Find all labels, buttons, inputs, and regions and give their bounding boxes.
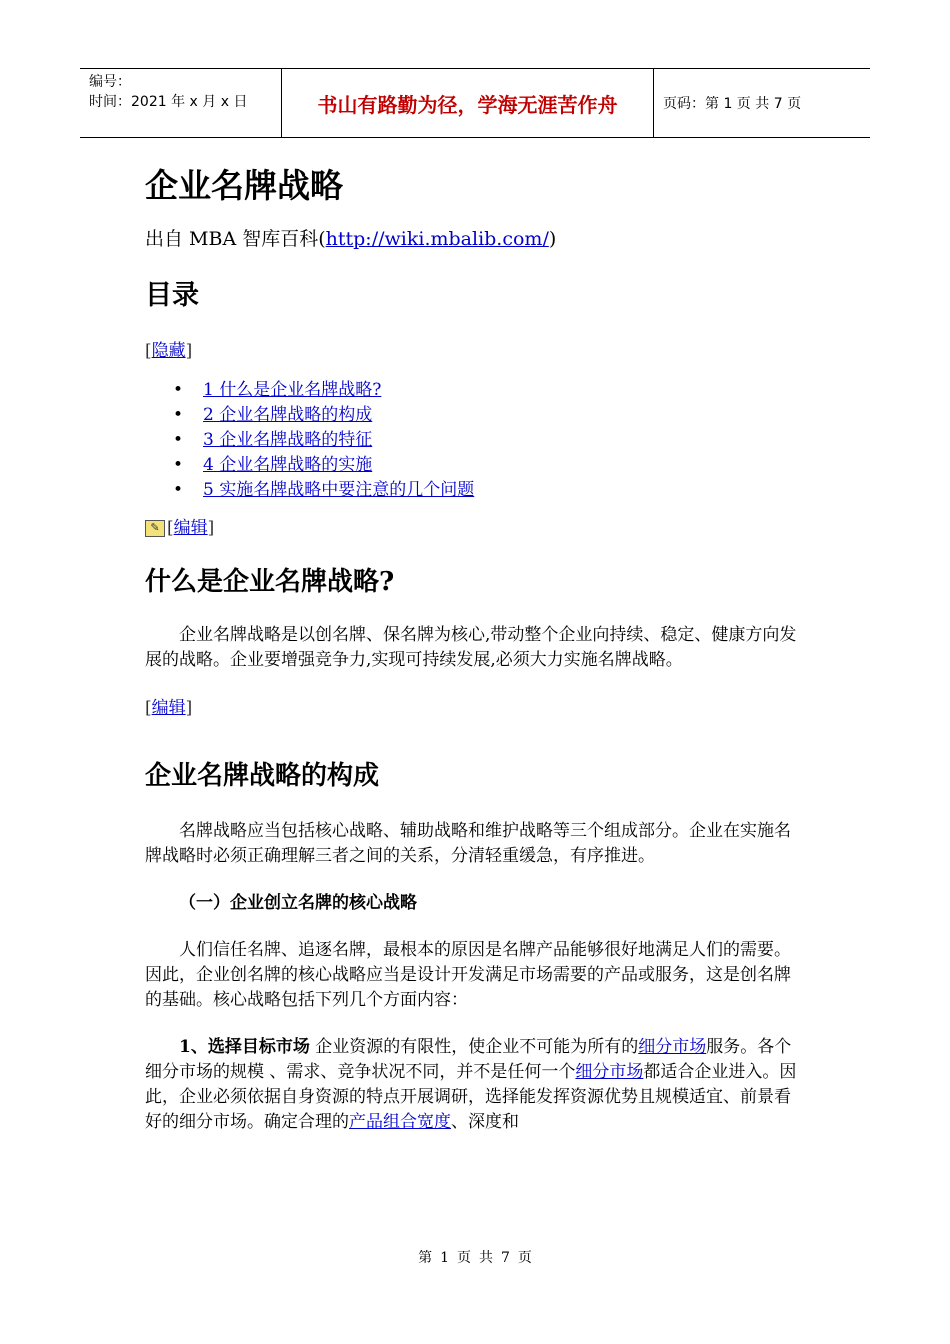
source-suffix: ) <box>548 228 557 250</box>
document-header <box>80 68 870 138</box>
source-line <box>145 224 805 254</box>
footer-prefix: 第 <box>418 1250 433 1266</box>
segment-market-link[interactable]: 细分市场 <box>638 1037 707 1057</box>
page-footer <box>0 1247 950 1267</box>
item1-text-1: 企业资源的有限性，使企业不可能为所有的 <box>309 1037 639 1057</box>
section1-heading: 什么是企业名牌战略? <box>145 567 395 597</box>
bracket-open: [ <box>167 518 174 538</box>
core-strategy-subheading: （一）企业创立名牌的核心战略 <box>179 893 417 913</box>
bracket-close: ] <box>207 518 215 538</box>
toc-hide-link[interactable]: 隐藏 <box>151 341 186 361</box>
toc-title: 目录 <box>145 280 199 311</box>
toc-item <box>173 378 805 403</box>
bracket-open: [ <box>145 341 152 361</box>
item1-text-4: 、深度和 <box>451 1112 519 1132</box>
toc-item <box>173 478 805 503</box>
edit-row-1 <box>145 515 805 541</box>
section2-heading: 企业名牌战略的构成 <box>145 761 380 791</box>
toc-link-1[interactable]: 1 什么是企业名牌战略? <box>203 380 382 400</box>
time-label: 时间：2021 年 x 月 x 日 <box>89 94 248 110</box>
target-market-para <box>145 1035 805 1135</box>
item1-label: 1、选择目标市场 <box>179 1037 310 1057</box>
bracket-close: ] <box>185 698 193 718</box>
toc-item <box>173 453 805 478</box>
core-strategy-para: 人们信任名牌、追逐名牌，最根本的原因是名牌产品能够很好地满足人们的需要。因此，企业创名牌的核心战略应当是设计开发满足市场需要的产品或服务，这是创名牌的基础。核心战略包括下列几个方面内容： <box>145 940 791 1010</box>
header-motto: 书山有路勤为径，学海无涯苦作舟 <box>282 69 654 137</box>
item1-text-2: 服务。各个细分市场的规模 、需求、竞争状况不同，并不是任何一个 <box>145 1037 792 1082</box>
edit-link[interactable]: 编辑 <box>173 518 208 538</box>
footer-total-prefix: 共 <box>479 1250 493 1266</box>
bullet-icon: • <box>173 455 184 475</box>
footer-suffix: 页 <box>517 1250 532 1266</box>
page-title: 企业名牌战略 <box>145 166 343 205</box>
segment-market-link[interactable]: 细分市场 <box>575 1062 644 1082</box>
source-prefix: 出自 MBA 智库百科( <box>145 228 326 250</box>
product-mix-width-link[interactable]: 产品组合宽度 <box>349 1112 451 1132</box>
header-meta <box>80 69 282 137</box>
edit-pencil-icon[interactable]: ✎ <box>145 520 165 537</box>
toc-hide-row <box>145 338 805 364</box>
bracket-close: ] <box>185 341 193 361</box>
bullet-icon: • <box>173 430 184 450</box>
toc-link-4[interactable]: 4 企业名牌战略的实施 <box>203 455 373 475</box>
bullet-icon: • <box>173 480 184 500</box>
footer-total-pages: 7 <box>501 1250 510 1266</box>
bullet-icon: • <box>173 405 184 425</box>
toc-link-5[interactable]: 5 实施名牌战略中要注意的几个问题 <box>203 480 475 500</box>
toc-list <box>145 378 805 503</box>
section2-intro: 名牌战略应当包括核心战略、辅助战略和维护战略等三个组成部分。企业在实施名牌战略时必须正确理解三者之间的关系，分清轻重缓急，有序推进。 <box>145 821 791 866</box>
number-label: 编号： <box>89 74 131 90</box>
source-link[interactable]: http://wiki.mbalib.com/ <box>325 228 549 250</box>
toc-item <box>173 403 805 428</box>
section1-body: 企业名牌战略是以创名牌、保名牌为核心,带动整个企业向持续、稳定、健康方向发展的战略。企业要增强竞争力,实现可持续发展,必须大力实施名牌战略。 <box>145 625 797 670</box>
bracket-open: [ <box>145 698 152 718</box>
bullet-icon: • <box>173 380 184 400</box>
footer-mid: 页 <box>457 1250 471 1266</box>
toc-link-3[interactable]: 3 企业名牌战略的特征 <box>203 430 373 450</box>
article-content <box>145 160 805 1135</box>
edit-row-2 <box>145 695 805 721</box>
item1-text-3: 都适合企业进入。因此，企业必须依据自身资源的特点开展调研，选择能发挥资源优势且规模适宜、前景看好的细分市场。确定合理的 <box>145 1062 797 1132</box>
toc-item <box>173 428 805 453</box>
toc-link-2[interactable]: 2 企业名牌战略的构成 <box>203 405 373 425</box>
edit-link[interactable]: 编辑 <box>151 698 186 718</box>
footer-page-number: 1 <box>440 1250 449 1266</box>
header-page-code: 页码：第 1 页 共 7 页 <box>663 96 802 112</box>
